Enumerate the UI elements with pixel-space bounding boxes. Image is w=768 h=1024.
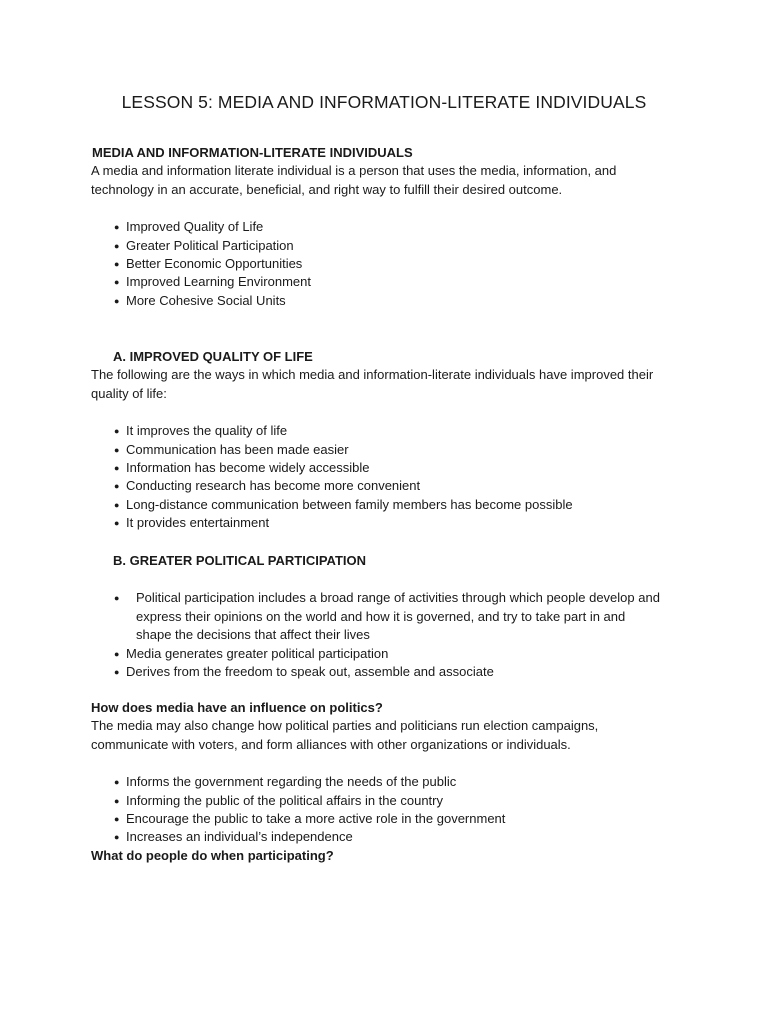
section-a-bullet-list [114, 422, 691, 532]
section-a [91, 348, 691, 533]
influence-heading: How does media have an influence on politics? [91, 700, 383, 715]
list-item: ● Political participation includes a broad range of activities through which people develop and express their opinions on the world and how it is governed, and try to take part in and shape the decisions that affect their lives [114, 589, 664, 644]
page-title: LESSON 5: MEDIA AND INFORMATION-LITERATE INDIVIDUALS [121, 92, 647, 112]
list-item: ● Media generates greater political participation [114, 645, 664, 663]
influence-bullet-list [114, 773, 691, 847]
list-item: ● It provides entertainment [114, 514, 691, 532]
list-item: ● It improves the quality of life [114, 422, 691, 440]
section-a-paragraph: The following are the ways in which media and information-literate individuals have improved their quality of life: [91, 367, 654, 401]
list-item: ● Communication has been made easier [114, 441, 691, 459]
intro-section [91, 144, 691, 310]
influence-section [91, 699, 691, 865]
intro-paragraph: A media and information literate individual is a person that uses the media, information, and technology in an accurate, beneficial, and right way to fulfill their desired outcome. [91, 163, 617, 197]
list-item: ● Greater Political Participation [114, 237, 691, 255]
list-item: ● Informs the government regarding the needs of the public [114, 773, 691, 791]
list-item: ● Improved Learning Environment [114, 273, 691, 291]
section-a-heading: A. IMPROVED QUALITY OF LIFE [113, 349, 313, 364]
list-item: ● Better Economic Opportunities [114, 255, 691, 273]
list-item: ● More Cohesive Social Units [114, 292, 691, 310]
participating-heading: What do people do when participating? [91, 847, 334, 863]
list-item: ● Improved Quality of Life [114, 218, 691, 236]
section-b-heading: B. GREATER POLITICAL PARTICIPATION [113, 553, 367, 568]
intro-heading: MEDIA AND INFORMATION-LITERATE INDIVIDUALS [92, 145, 413, 160]
section-b-bullet-list [114, 589, 664, 681]
list-item: ● Derives from the freedom to speak out, assemble and associate [114, 663, 664, 681]
intro-bullet-list [114, 218, 691, 310]
section-b [91, 552, 691, 681]
list-item: ● Conducting research has become more convenient [114, 477, 691, 495]
list-item: ● Information has become widely accessible [114, 459, 691, 477]
influence-paragraph: The media may also change how political parties and politicians run election campaigns, communicate with voters, and form alliances with other organizations or individuals. [91, 718, 599, 752]
list-item: ● Informing the public of the political affairs in the country [114, 792, 691, 810]
list-item: ● Encourage the public to take a more active role in the government [114, 810, 691, 828]
list-item: ● Long-distance communication between family members has become possible [114, 496, 691, 514]
list-item: ● Increases an individual’s independence [114, 828, 691, 846]
